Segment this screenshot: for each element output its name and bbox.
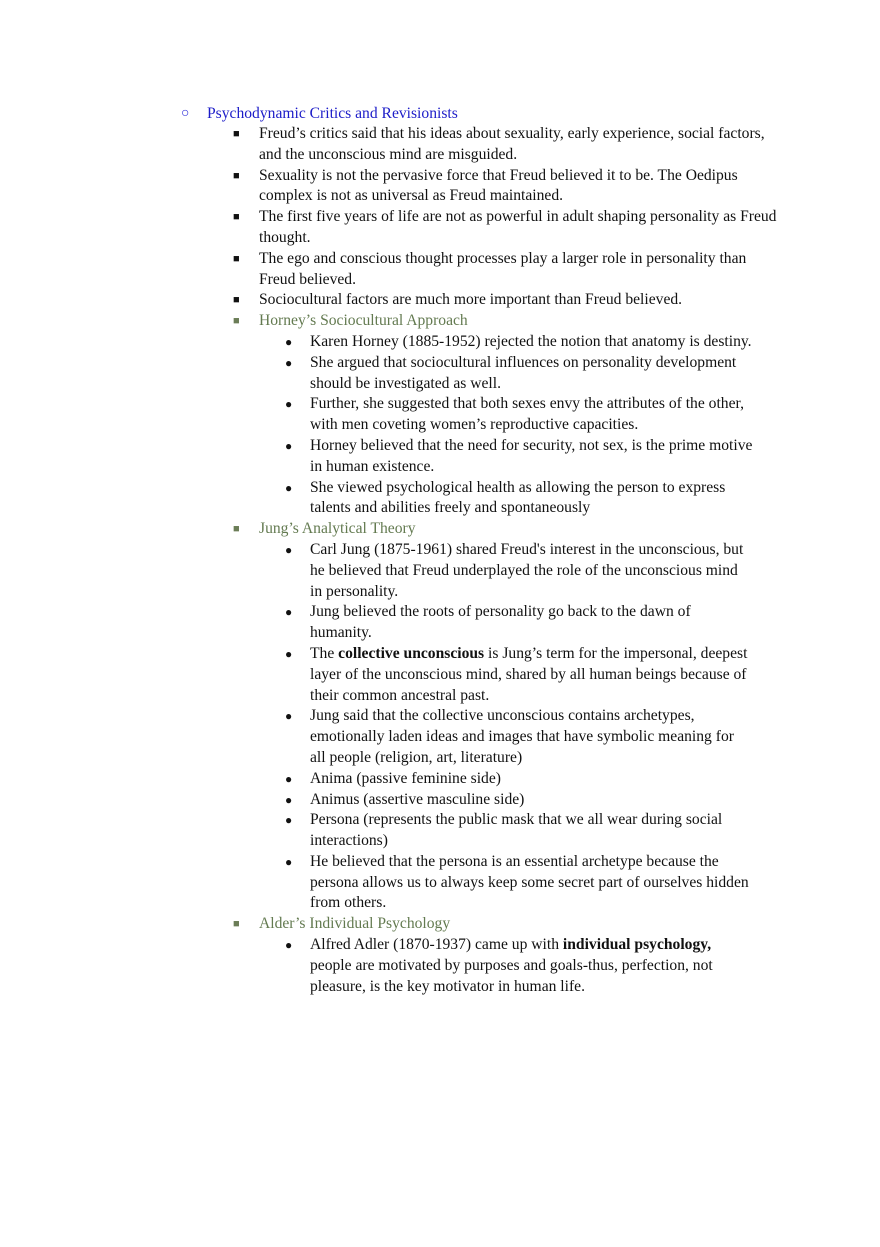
square-bullet-icon: ■ [233, 211, 240, 224]
square-bullet-icon: ■ [233, 294, 240, 307]
list-item-text: Freud’s critics said that his ideas about sexuality, early experience, social factors, and the unconscious mind are misguided. [259, 125, 765, 163]
bullet-icon: ● [285, 334, 293, 349]
list-item-text: Horney believed that the need for security, not sex, is the prime motive in human existence. [310, 436, 753, 475]
adler-heading: Alder’s Individual Psychology [259, 915, 451, 933]
square-bullet-icon: ■ [233, 315, 240, 328]
adler-list [285, 935, 753, 997]
list-item [285, 706, 753, 768]
list-item [285, 436, 753, 478]
bullet-icon: ● [285, 813, 293, 828]
jung-list [285, 540, 753, 914]
list-item [233, 166, 778, 208]
bullet-icon: ● [285, 709, 293, 724]
list-item [233, 290, 778, 311]
list-item-text: The ego and conscious thought processes play a larger role in personality than Freud believed. [259, 249, 747, 288]
bullet-icon: ● [285, 938, 293, 953]
bullet-icon: ● [285, 605, 293, 620]
list-item-text-rest: is Jung’s term for the impersonal, deepest layer of the unconscious mind, shared by all human beings because of their common ancestral past. [310, 644, 748, 704]
list-item [233, 124, 778, 166]
list-item-text: Sociocultural factors are much more important than Freud believed. [259, 291, 683, 309]
list-item-text-lead: The [310, 644, 339, 662]
square-bullet-icon: ■ [233, 169, 240, 182]
jung-section [233, 519, 778, 914]
bullet-icon: ● [285, 646, 293, 661]
section-title: Psychodynamic Critics and Revisionists [207, 105, 458, 122]
list-item [285, 769, 753, 790]
list-item [285, 935, 753, 997]
jung-heading: Jung’s Analytical Theory [259, 520, 416, 538]
list-item-text: Animus (assertive masculine side) [310, 790, 525, 808]
list-item [285, 332, 753, 353]
list-item [285, 540, 753, 602]
list-item-text: Sexuality is not the pervasive force that Freud believed it to be. The Oedipus complex is not as universal as Freud maintained. [259, 166, 738, 205]
square-bullet-icon: ■ [233, 918, 240, 931]
list-item-text-rest: people are motivated by purposes and goals-thus, perfection, not pleasure, is the key motivator in human life. [310, 956, 713, 995]
bullet-icon: ● [285, 480, 293, 495]
horney-list [285, 332, 753, 519]
bullet-icon: ● [285, 771, 293, 786]
list-item [285, 353, 753, 395]
list-item-text: The first five years of life are not as powerful in adult shaping personality as Freud thought. [259, 208, 777, 246]
list-item [285, 852, 753, 914]
horney-section [233, 311, 778, 519]
list-item-text-lead: Alfred Adler (1870-1937) came up with [310, 936, 563, 954]
list-item [285, 644, 753, 706]
list-item-text: Jung said that the collective unconscious contains archetypes, emotionally laden ideas and images that have symbolic meaning for all people (religion, art, literature) [310, 707, 734, 766]
bullet-icon: ● [285, 792, 293, 807]
list-item-text: Anima (passive feminine side) [310, 769, 501, 787]
bullet-icon: ● [285, 355, 293, 370]
bullet-icon: ● [285, 854, 293, 869]
list-item-text: Further, she suggested that both sexes envy the attributes of the other, with men coveting women’s reproductive capacities. [310, 395, 744, 434]
list-item-text: Karen Horney (1885-1952) rejected the notion that anatomy is destiny. [310, 332, 752, 350]
list-item-text: Jung believed the roots of personality go back to the dawn of humanity. [310, 603, 691, 642]
list-item [233, 207, 778, 249]
individual-psychology-term: individual psychology, [562, 936, 712, 954]
list-item [285, 602, 753, 644]
horney-heading: Horney’s Sociocultural Approach [259, 312, 468, 330]
critics-list [233, 124, 778, 997]
adler-section [233, 914, 778, 997]
square-bullet-icon: ■ [233, 523, 240, 536]
list-item [285, 810, 753, 852]
square-bullet-icon: ■ [233, 128, 240, 140]
bullet-icon: ● [285, 542, 293, 557]
bullet-icon: ● [285, 397, 293, 412]
list-item [233, 249, 778, 291]
collective-unconscious-term: collective unconscious [338, 644, 485, 662]
list-item-text: She viewed psychological health as allowing the person to express talents and abilities freely and spontaneously [310, 478, 726, 517]
square-bullet-icon: ■ [233, 252, 240, 265]
list-item-text: Carl Jung (1875-1961) shared Freud's interest in the unconscious, but he believed that Freud underplayed the role of the unconscious mind in personality. [310, 540, 744, 600]
list-item [285, 478, 753, 520]
list-item [285, 394, 753, 436]
list-item-text: He believed that the persona is an essential archetype because the persona allows us to always keep some secret part of ourselves hidden from others. [310, 852, 749, 912]
bullet-icon: ● [285, 438, 293, 453]
hollow-circle-bullet-icon: ○ [181, 106, 190, 121]
list-item-text: Persona (represents the public mask that we all wear during social interactions) [310, 811, 723, 850]
list-item-text: She argued that sociocultural influences on personality development should be investigated as well. [310, 353, 737, 392]
list-item [285, 790, 753, 811]
